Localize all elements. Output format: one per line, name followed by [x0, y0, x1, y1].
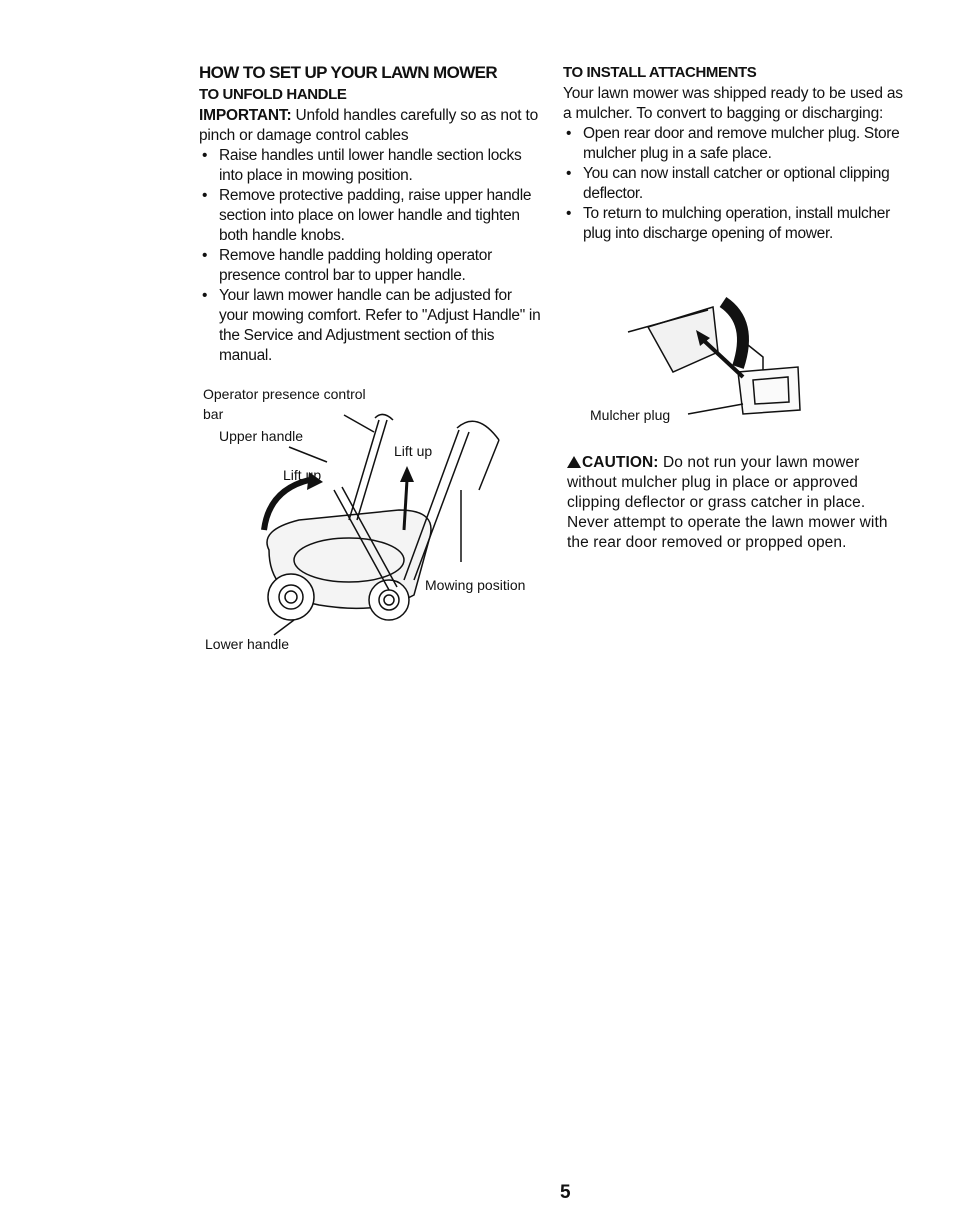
- mulcher-plug-figure: [588, 292, 828, 432]
- list-item: [199, 286, 544, 366]
- bullet-icon: •: [202, 247, 208, 264]
- bullet-icon: •: [202, 287, 208, 304]
- upper-handle-label: Upper handle: [219, 428, 304, 444]
- list-item-text: To return to mulching operation, install mulcher plug into discharge opening of mower.: [583, 205, 890, 242]
- right-column: [563, 62, 908, 244]
- bullet-icon: •: [566, 205, 572, 222]
- list-item-text: Raise handles until lower handle section locks into place in mowing position.: [219, 147, 522, 184]
- mowing-position-label: Mowing position: [425, 577, 526, 593]
- lower-handle-label: Lower handle: [205, 636, 290, 652]
- bullet-icon: •: [202, 187, 208, 204]
- mower-figure: [199, 380, 549, 660]
- attachments-intro: Your lawn mower was shipped ready to be used as a mulcher. To convert to bagging or discharging:: [563, 85, 903, 122]
- operator-control-bar-label-2: bar: [203, 406, 224, 422]
- list-item: [563, 204, 908, 244]
- warning-triangle-icon: [567, 456, 581, 468]
- unfold-steps-list: [199, 146, 544, 366]
- important-text: Unfold handles carefully so as not to pinch or damage control cables: [199, 107, 539, 144]
- list-item-text: Remove protective padding, raise upper handle section into place on lower handle and tighten both handle knobs.: [219, 187, 532, 244]
- lift-up-left-label: Lift up: [283, 467, 322, 483]
- section-title: HOW TO SET UP YOUR LAWN MOWER: [199, 63, 498, 82]
- caution-body: Do not run your lawn mower without mulcher plug in place or approved clipping deflector or grass catcher in place. Never attempt to operate the lawn mower with the rear door removed or propped open.: [567, 453, 888, 551]
- left-column: [199, 62, 544, 366]
- bullet-icon: •: [566, 165, 572, 182]
- list-item: [563, 124, 908, 164]
- caution-block: [567, 437, 902, 568]
- caution-label: CAUTION:: [582, 453, 659, 471]
- important-note: [199, 106, 544, 146]
- list-item-text: Your lawn mower handle can be adjusted for your mowing comfort. Refer to "Adjust Handle" in the Service and Adjustment section of this manual.: [219, 287, 541, 364]
- attachments-title: TO INSTALL ATTACHMENTS: [563, 64, 757, 81]
- lift-up-right-label: Lift up: [394, 443, 433, 459]
- lawn-mower-illustration: [199, 380, 549, 660]
- important-label: IMPORTANT:: [199, 107, 292, 124]
- bullet-icon: •: [566, 125, 572, 142]
- bullet-icon: •: [202, 147, 208, 164]
- page-number: 5: [560, 1182, 571, 1203]
- mulcher-plug-label: Mulcher plug: [590, 407, 671, 423]
- operator-control-bar-label-1: Operator presence control: [203, 386, 366, 402]
- attachments-steps-list: [563, 124, 908, 244]
- list-item: [563, 164, 908, 204]
- list-item-text: Remove handle padding holding operator presence control bar to upper handle.: [219, 247, 492, 284]
- list-item: [199, 186, 544, 246]
- list-item: [199, 146, 544, 186]
- list-item-text: You can now install catcher or optional clipping deflector.: [583, 165, 890, 202]
- list-item-text: Open rear door and remove mulcher plug. Store mulcher plug in a safe place.: [583, 125, 900, 162]
- caution-text: [567, 453, 902, 553]
- subsection-title: TO UNFOLD HANDLE: [199, 86, 347, 103]
- list-item: [199, 246, 544, 286]
